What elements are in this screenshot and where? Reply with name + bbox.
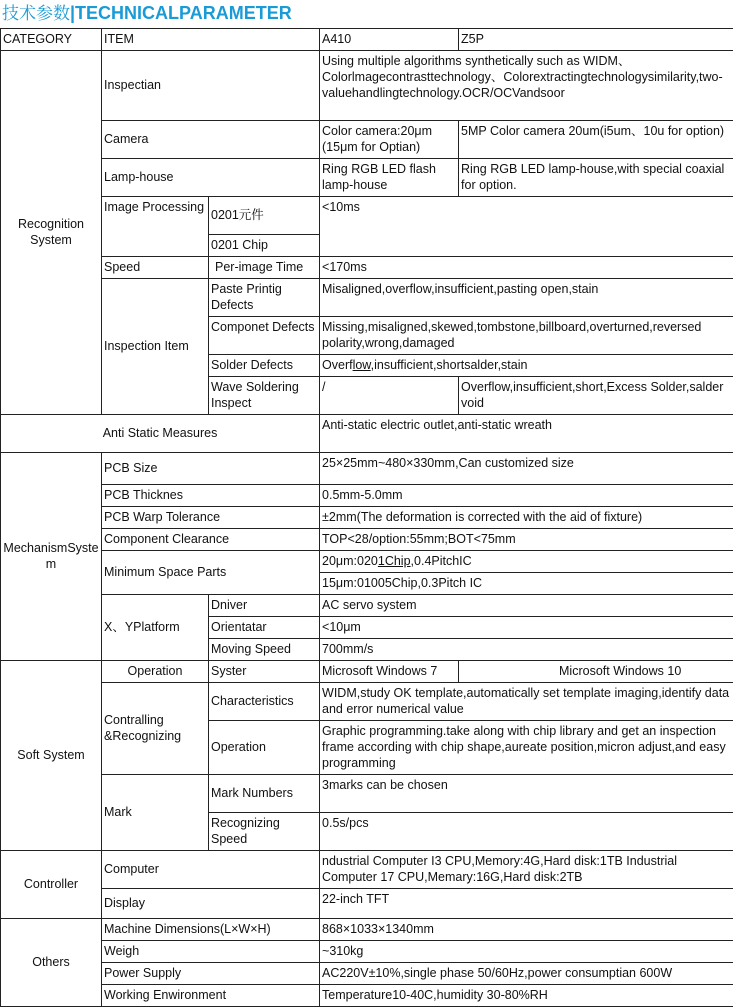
weight-value: ~310kg [320,941,733,963]
row-speed [1,257,733,279]
min-space-value-2: 15μm:01005Chip,0.3Pitch IC [320,573,733,595]
weight-label: Weigh [102,941,320,963]
anti-static-label: Anti Static Measures [1,415,320,453]
display-value: 22-inch TFT [320,889,733,919]
recognizing-speed-value: 0.5s/pcs [320,813,733,851]
min-space-label: Minimum Space Parts [102,551,320,595]
row-characteristics [1,683,733,721]
header-category: CATEGORY [1,29,102,51]
clearance-label: Component Clearance [102,529,320,551]
row-driver [1,595,733,617]
row-camera [1,121,733,159]
inspection-item-label: Inspection Item [102,279,209,415]
pcb-thickness-value: 0.5mm-5.0mm [320,485,733,507]
mark-label: Mark [102,775,209,851]
row-power [1,963,733,985]
row-anti-static [1,415,733,453]
row-operation-system [1,661,733,683]
paste-value: Misaligned,overflow,insufficient,pasting open,stain [320,279,733,317]
min-space-v1-underlined: 1Chip [377,554,411,568]
moving-speed-label: Moving Speed [209,639,320,661]
solder-value-underlined: low [352,358,371,372]
page-title [0,0,733,28]
orient-label: Orientatar [209,617,320,639]
clearance-value: TOP<28/option:55mm;BOT<75mm [320,529,733,551]
row-display [1,889,733,919]
row-paste-defects [1,279,733,317]
header-z5p: Z5P [459,29,733,51]
paste-label: Paste Printig Defects [209,279,320,317]
row-environment [1,985,733,1007]
mark-numbers-label: Mark Numbers [209,775,320,813]
row-pcb-size [1,453,733,485]
operation-z5p: Microsoft Windows 10 [459,661,733,683]
controlling-label: Contralling &Recognizing [102,683,209,775]
moving-speed-value: 700mm/s [320,639,733,661]
category-controller: Controller [1,851,102,919]
min-space-v1-post: ,0.4PitchIC [410,554,472,568]
wave-z5p: Overflow,insufficient,short,Excess Solder,salder void [459,377,733,415]
row-min-space-1 [1,551,733,573]
solder-value-post: ,insufficient,shortsalder,stain [370,358,528,372]
category-recognition: Recognition System [1,51,102,415]
computer-value: ndustrial Computer I3 CPU,Memory:4G,Hard disk:1TB Industrial Computer 17 CPU,Memary:16G,Hard disk:2TB [320,851,733,889]
title-separator: | [70,3,76,23]
soft-operation-value: Graphic programming.take along with chip library and get an inspection frame according with chip shape,aureate position,micron adjust,and easy programming [320,721,733,775]
pcb-size-value: 25×25mm~480×330mm,Can customized size [320,453,733,485]
speed-sub: Per-image Time [209,257,320,279]
speed-value: <170ms [320,257,733,279]
min-space-v1-pre: 20μm:020 [322,554,378,568]
pcb-warp-label: PCB Warp Tolerance [102,507,320,529]
camera-a410: Color camera:20μm (15μm for Optian) [320,121,459,159]
row-lamp [1,159,733,197]
mark-numbers-value: 3marks can be chosen [320,775,733,813]
header-row [1,29,733,51]
inspection-value: Using multiple algorithms synthetically such as WIDM、Colorlmagecontrasttechnology、Colorextractingtechnologysimilarity,two-valuehandlingtechnology.OCR/OCVandsoor [320,51,733,121]
computer-label: Computer [102,851,320,889]
category-others: Others [1,919,102,1007]
soft-operation-label: Operation [209,721,320,775]
wave-a410: / [320,377,459,415]
row-computer [1,851,733,889]
power-value: AC220V±10%,single phase 50/60Hz,power consumptian 600W [320,963,733,985]
category-soft: Soft System [1,661,102,851]
operation-a410: Microsoft Windows 7 [320,661,459,683]
characteristics-label: Characteristics [209,683,320,721]
image-processing-sub2: 0201 Chip [209,235,320,257]
characteristics-value: WIDM,study OK template,automatically set template imaging,identify data and error numerical value [320,683,733,721]
row-mark-numbers [1,775,733,813]
header-item: ITEM [102,29,320,51]
operation-label: Operation [102,661,209,683]
image-processing-label: Image Processing [102,197,209,257]
category-mechanism: MechanismSystem [1,453,102,661]
lamp-label: Lamp-house [102,159,320,197]
inspection-label: Inspectian [102,51,320,121]
driver-label: Dniver [209,595,320,617]
environment-label: Working Enwironment [102,985,320,1007]
header-a410: A410 [320,29,459,51]
component-value: Missing,misaligned,skewed,tombstone,billboard,overturned,reversed polarity,wrong,damaged [320,317,733,355]
pcb-size-label: PCB Size [102,453,320,485]
solder-value [320,355,733,377]
solder-label: Solder Defects [209,355,320,377]
solder-value-pre: Overf [322,358,353,372]
orient-value: <10μm [320,617,733,639]
title-cn: 技术参数 [2,4,70,24]
row-pcb-warp [1,507,733,529]
anti-static-value: Anti-static electric outlet,anti-static wreath [320,415,733,453]
environment-value: Temperature10-40C,humidity 30-80%RH [320,985,733,1007]
row-weight [1,941,733,963]
pcb-thickness-label: PCB Thicknes [102,485,320,507]
lamp-z5p: Ring RGB LED lamp-house,with special coaxial for option. [459,159,733,197]
wave-label: Wave Soldering Inspect [209,377,320,415]
row-inspection [1,51,733,121]
display-label: Display [102,889,320,919]
parameter-table [0,28,733,1007]
row-image-processing [1,197,733,235]
row-dimensions [1,919,733,941]
recognizing-speed-label: Recognizing Speed [209,813,320,851]
image-processing-sub1: 0201元件 [209,197,320,235]
camera-z5p: 5MP Color camera 20um(i5um、10u for option) [459,121,733,159]
dimensions-label: Machine Dimensions(L×W×H) [102,919,320,941]
dimensions-value: 868×1033×1340mm [320,919,733,941]
camera-label: Camera [102,121,320,159]
row-pcb-thickness [1,485,733,507]
pcb-warp-value: ±2mm(The deformation is corrected with the aid of fixture) [320,507,733,529]
image-processing-value: <10ms [320,197,733,257]
driver-value: AC servo system [320,595,733,617]
power-label: Power Supply [102,963,320,985]
xy-platform-label: X、YPlatform [102,595,209,661]
operation-sub: Syster [209,661,320,683]
row-clearance [1,529,733,551]
lamp-a410: Ring RGB LED flash lamp-house [320,159,459,197]
component-label: Componet Defects [209,317,320,355]
min-space-value-1 [320,551,733,573]
speed-label: Speed [102,257,209,279]
title-en: TECHNICALPARAMETER [75,3,292,23]
